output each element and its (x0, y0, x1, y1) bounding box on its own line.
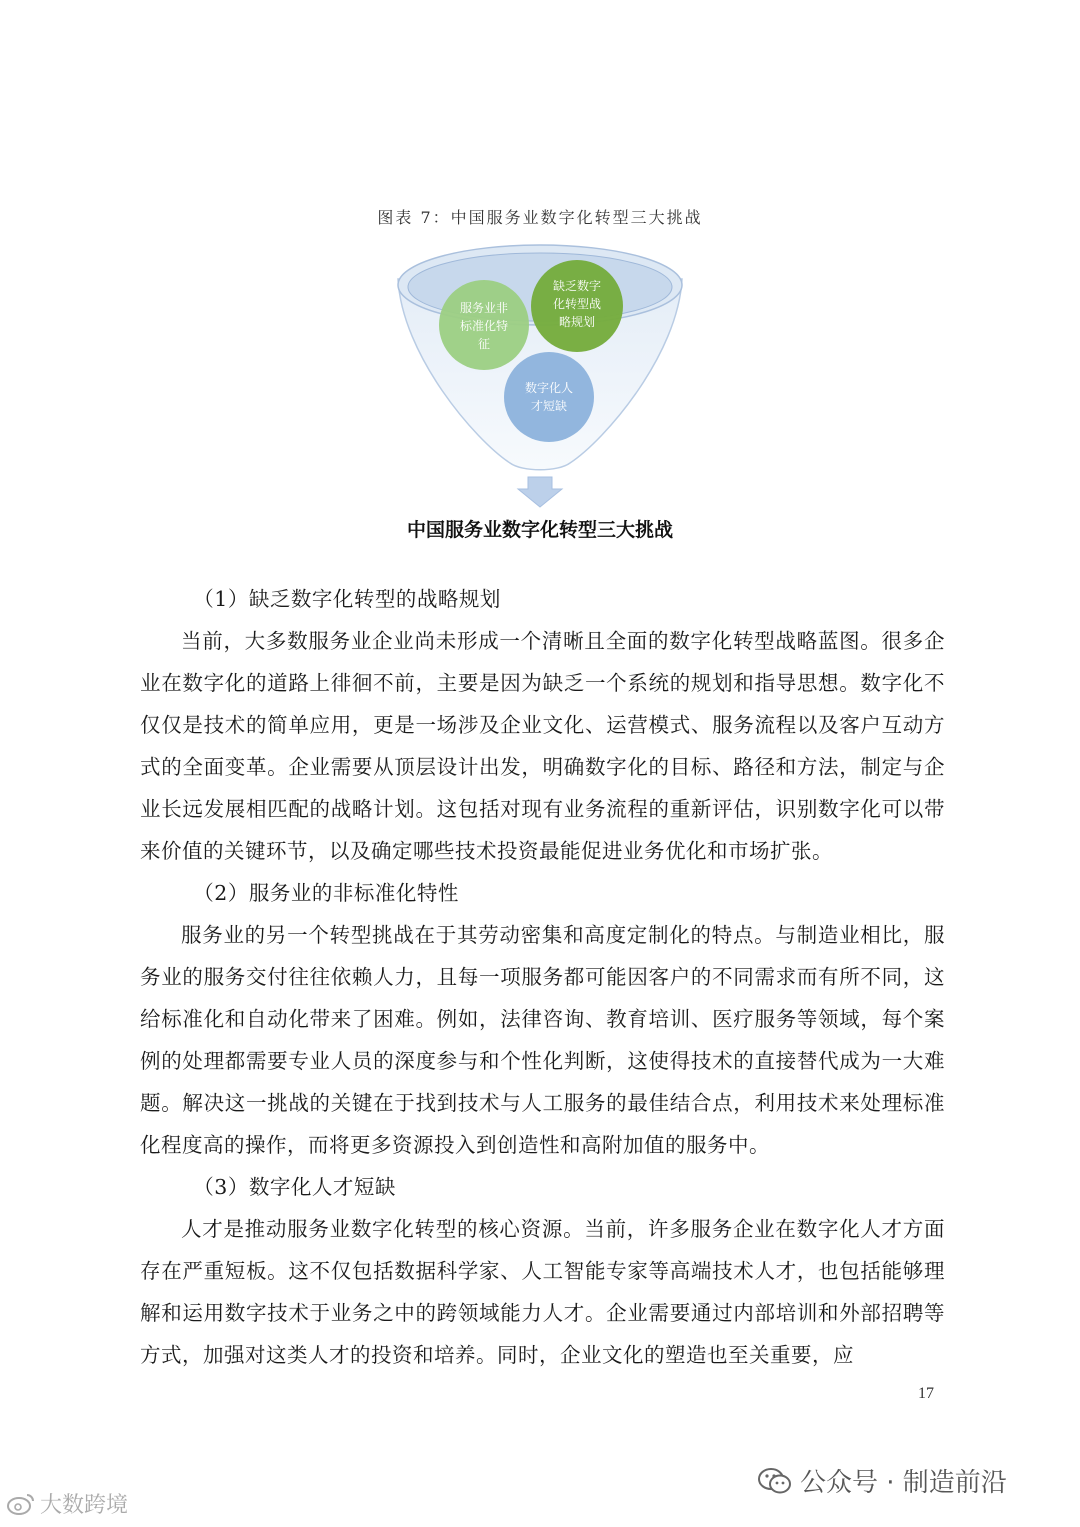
circle-label-line: 化转型战 (552, 297, 602, 311)
circle-label-line: 数字化人 (524, 381, 574, 395)
watermark-wechat (758, 1462, 1007, 1499)
watermark-text: 公众号 · 制造前沿 (800, 1468, 1007, 1498)
weibo-icon (6, 1492, 36, 1516)
body-content (140, 578, 945, 1376)
circle-label-line: 服务业非 (459, 301, 509, 315)
paragraph: 服务业的另一个转型挑战在于其劳动密集和高度定制化的特点。与制造业相比，服务业的服务交付往往依赖人力，且每一项服务都可能因客户的不同需求而有所不同，这给标准化和自动化带来了困难。例如，法律咨询、教育培训、医疗服务等领域，每个案例的处理都需要专业人员的深度参与和个性化判断，这使得技术的直接替代成为一大难题。解决这一挑战的关键在于找到技术与人工服务的最佳结合点，利用技术来处理标准化程度高的操作，而将更多资源投入到创造性和高附加值的服务中。 (140, 923, 945, 1157)
section-heading: （1）缺乏数字化转型的战略规划 (193, 587, 501, 611)
watermark-text: 大数跨境 (40, 1493, 129, 1518)
page-number: 17 (918, 1385, 934, 1402)
circle-strategy (531, 260, 623, 352)
circle-label-line: 标准化特 (459, 319, 509, 333)
paragraph: 当前，大多数服务业企业尚未形成一个清晰且全面的数字化转型战略蓝图。很多企业在数字化的道路上徘徊不前，主要是因为缺乏一个系统的规划和指导思想。数字化不仅仅是技术的简单应用，更是一场涉及企业文化、运营模式、服务流程以及客户互动方式的全面变革。企业需要从顶层设计出发，明确数字化的目标、路径和方法，制定与企业长远发展相匹配的战略计划。这包括对现有业务流程的重新评估，识别数字化可以带来价值的关键环节，以及确定哪些技术投资最能促进业务优化和市场扩张。 (140, 629, 945, 863)
funnel-diagram (380, 235, 700, 515)
down-arrow-icon (518, 477, 562, 507)
wechat-icon (758, 1467, 792, 1495)
circle-talent (504, 352, 594, 442)
circle-label-line: 缺乏数字 (552, 279, 602, 293)
circle-non-standardization (439, 280, 529, 370)
circle-label-line: 征 (477, 337, 491, 351)
figure-caption: 图表 7：中国服务业数字化转型三大挑战 (377, 208, 703, 227)
diagram-title: 中国服务业数字化转型三大挑战 (406, 519, 673, 541)
section-heading: （3）数字化人才短缺 (193, 1175, 396, 1199)
circle-label-line: 略规划 (558, 315, 596, 329)
funnel-svg (380, 235, 700, 515)
circle-label-line: 才短缺 (530, 399, 568, 413)
paragraph: 人才是推动服务业数字化转型的核心资源。当前，许多服务企业在数字化人才方面存在严重短板。这不仅包括数据科学家、人工智能专家等高端技术人才，也包括能够理解和运用数字技术于业务之中的跨领域能力人才。企业需要通过内部培训和外部招聘等方式，加强对这类人才的投资和培养。同时，企业文化的塑造也至关重要，应 (140, 1217, 945, 1367)
section-heading: （2）服务业的非标准化特性 (193, 881, 459, 905)
watermark-weibo (6, 1488, 128, 1519)
